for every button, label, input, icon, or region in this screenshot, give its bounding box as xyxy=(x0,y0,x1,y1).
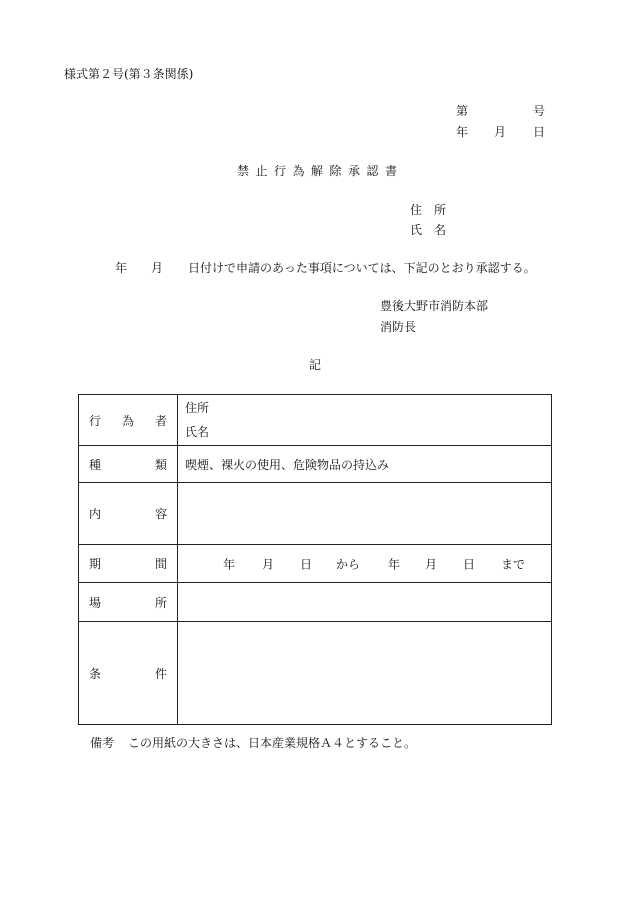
content-value-cell xyxy=(178,483,552,545)
actor-label-char: 者 xyxy=(154,413,167,428)
conditions-value-cell xyxy=(178,622,552,725)
period-end-day: 日 xyxy=(463,557,476,571)
actor-label-char: 行 xyxy=(89,413,102,428)
date-day-label: 日 xyxy=(533,125,546,139)
document-number-prefix: 第 xyxy=(456,104,469,118)
note-label: 備考 xyxy=(90,736,115,750)
actor-label-cell xyxy=(79,395,178,446)
period-end-year: 年 xyxy=(388,557,401,571)
table-row-conditions xyxy=(79,622,552,725)
conditions-label-char: 条 xyxy=(89,666,102,681)
applicant-name-label: 氏名 xyxy=(410,223,459,237)
ki-heading: 記 xyxy=(309,358,322,372)
period-until: まで xyxy=(501,557,526,571)
document-number-suffix: 号 xyxy=(533,104,546,118)
place-label-cell xyxy=(79,583,178,622)
content-label-char: 内 xyxy=(89,507,102,521)
period-from: から xyxy=(336,557,361,571)
period-start-year: 年 xyxy=(223,557,236,571)
date-month-label: 月 xyxy=(494,125,507,139)
period-label-cell xyxy=(79,545,178,583)
period-label-char: 間 xyxy=(154,557,167,571)
place-label-char: 場 xyxy=(89,595,102,610)
content-label-cell xyxy=(79,483,178,545)
approval-details-table xyxy=(78,394,552,725)
actor-address-label: 住所 xyxy=(185,401,210,415)
place-value-cell xyxy=(178,583,552,622)
table-row-period xyxy=(79,545,552,583)
issuer-organization: 豊後大野市消防本部 xyxy=(380,299,489,313)
form-identifier: 様式第２号(第３条関係) xyxy=(64,67,194,81)
kind-value: 喫煙、裸火の使用、危険物品の持込み xyxy=(178,446,552,483)
kind-label-cell xyxy=(79,446,178,483)
body-year-label: 年 xyxy=(115,261,128,275)
date-year-label: 年 xyxy=(456,125,469,139)
conditions-label-cell xyxy=(79,622,178,725)
place-label-char: 所 xyxy=(154,595,167,610)
table-row-content xyxy=(79,483,552,545)
body-text: 日付けで申請のあった事項については、下記のとおり承認する。 xyxy=(188,261,536,275)
note-text: この用紙の大きさは、日本産業規格Ａ４とすること。 xyxy=(128,736,417,750)
content-label-char: 容 xyxy=(154,507,167,521)
period-start-month: 月 xyxy=(262,557,275,571)
kind-label-char: 種 xyxy=(89,457,102,472)
issuer-title: 消防長 xyxy=(380,320,417,334)
table-row-kind xyxy=(79,446,552,483)
period-end-month: 月 xyxy=(425,557,438,571)
body-month-label: 月 xyxy=(151,261,164,275)
applicant-address-label: 住所 xyxy=(410,203,459,217)
actor-value-cell xyxy=(178,395,552,446)
table-row-actor xyxy=(79,395,552,446)
period-start-day: 日 xyxy=(300,557,313,571)
conditions-label-char: 件 xyxy=(154,666,167,681)
period-value-cell xyxy=(178,545,552,583)
table-row-place xyxy=(79,583,552,622)
actor-name-label: 氏名 xyxy=(185,425,210,439)
period-label-char: 期 xyxy=(89,557,102,571)
kind-label-char: 類 xyxy=(154,457,167,472)
actor-label-char: 為 xyxy=(121,413,134,428)
document-title: 禁止行為解除承認書 xyxy=(237,164,404,178)
